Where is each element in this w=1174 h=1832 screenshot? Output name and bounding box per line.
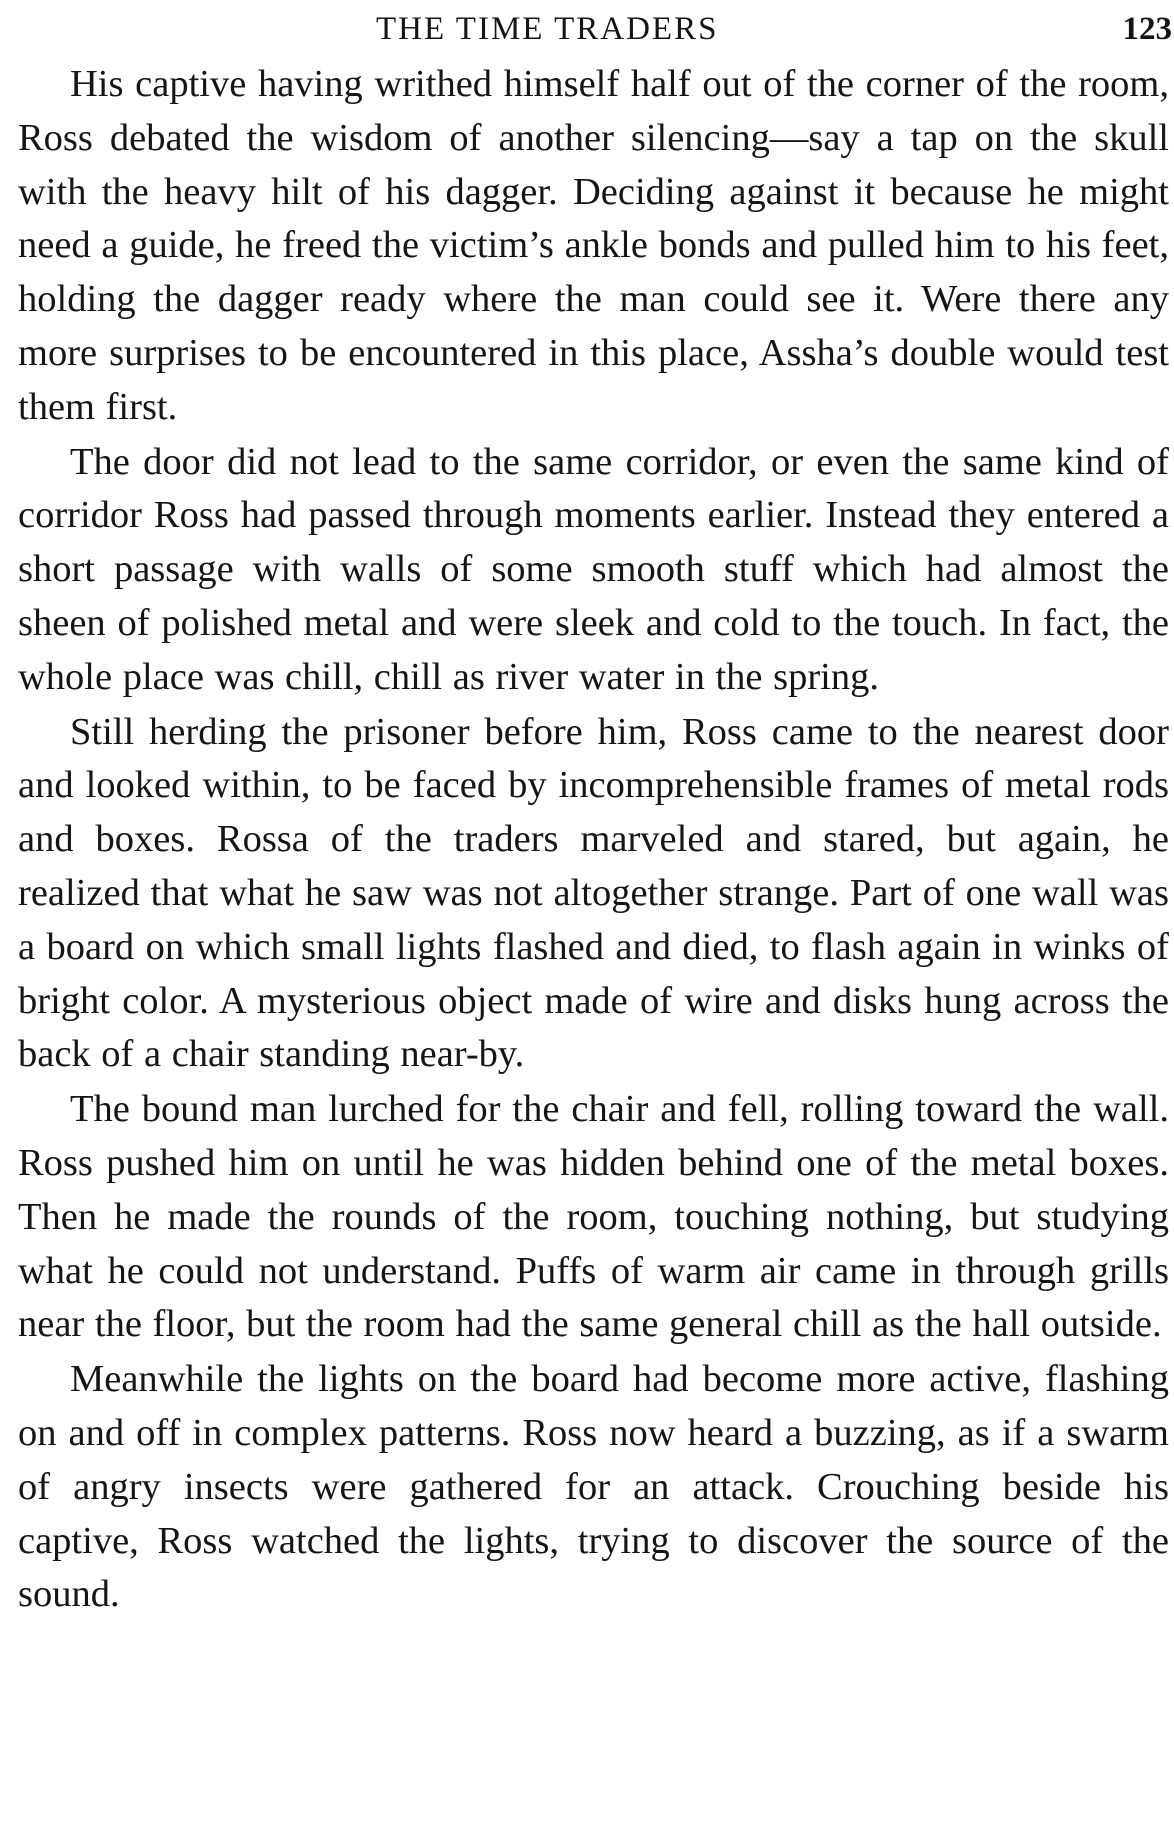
paragraph-1: His captive having writhed himself half out of the corner of the room, Ross debated the wisdom of another silencing—say a tap on the skull with the heavy hilt of his dagger. Deciding against it because he might need a guide, he freed the victim’s ankle bonds and pulled him to his feet, holding the dagger ready where the man could see it. Were there any more surprises to be encountered in this place, Assha’s double would test them first.	[18, 63, 1169, 428]
book-title: THE TIME TRADERS	[376, 11, 719, 47]
paragraph-4: The bound man lurched for the chair and fell, rolling toward the wall. Ross pushed him on until he was hidden behind one of the metal boxes. Then he made the rounds of the room, touching nothing, but studying what he could not understand. Puffs of warm air came in through grills near the floor, but the room had the same general chill as the hall outside.	[18, 1088, 1169, 1346]
running-head	[0, 4, 1174, 54]
page-number: 123	[1122, 11, 1172, 47]
body-text	[18, 58, 1169, 1622]
paragraph-3: Still herding the prisoner before him, Ross came to the nearest door and looked within, to be faced by incomprehensible frames of metal rods and boxes. Rossa of the traders marveled and stared, but again, he realized that what he saw was not altogether strange. Part of one wall was a board on which small lights flashed and died, to flash again in winks of bright color. A mysterious object made of wire and disks hung across the back of a chair standing near-by.	[18, 710, 1169, 1076]
paragraph-5: Meanwhile the lights on the board had become more active, flashing on and off in complex patterns. Ross now heard a buzzing, as if a swarm of angry insects were gathered for an attack. Crouching beside his captive, Ross watched the lights, trying to discover the source of the sound.	[18, 1358, 1169, 1616]
paragraph-2: The door did not lead to the same corridor, or even the same kind of corridor Ross had passed through moments earlier. Instead they entered a short passage with walls of some smooth stuff which had almost the sheen of polished metal and were sleek and cold to the touch. In fact, the whole place was chill, chill as river water in the spring.	[18, 440, 1169, 698]
